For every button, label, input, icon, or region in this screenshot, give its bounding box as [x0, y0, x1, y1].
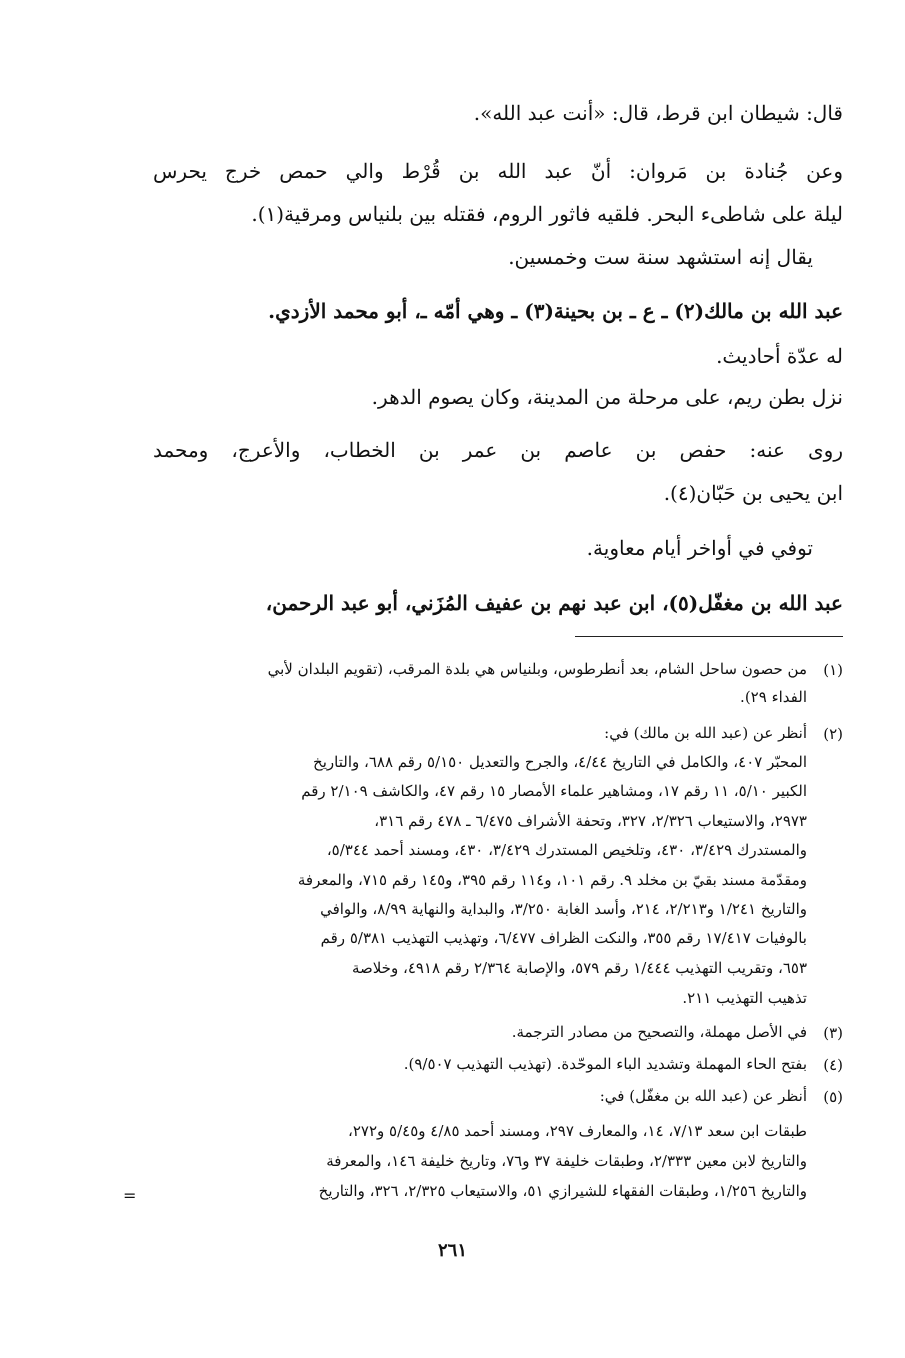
footnote-line: طبقات ابن سعد ٧/١٣، ١٤، والمعارف ٢٩٧، ومسند أحمد ٤/٨٥ و٥/٤٥ و٢٧٢، — [348, 1122, 807, 1140]
footnote-number: (٢) — [823, 725, 843, 743]
footnote-line: الفداء ٢٩). — [740, 688, 807, 706]
text-line: قال: شيطان ابن قرط، قال: «أنت عبد الله». — [473, 101, 843, 125]
footnote-line: والتاريخ ١/٢٤١ و٢/٢١٣، ٢١٤، وأسد الغابة ٣/٢٥٠، والبداية والنهاية ٨/٩٩، والوافي — [320, 900, 807, 918]
text-line: عبد الله بن مغفّل(٥)، ابن عبد نهم بن عفيف المُزَني، أبو عبد الرحمن، — [265, 591, 843, 615]
footnote-line: من حصون ساحل الشام، بعد أنطرطوس، وبلنياس هي بلدة المرقب، (تقويم البلدان لأبي — [267, 660, 807, 678]
footnote-separator — [575, 636, 843, 637]
footnote-number: (٣) — [823, 1024, 843, 1042]
footnote-number: (١) — [823, 661, 843, 679]
footnote-line: ٦٥٣، وتقريب التهذيب ١/٤٤٤ رقم ٥٧٩، والإصابة ٢/٣٦٤ رقم ٤٩١٨، وخلاصة — [351, 959, 807, 977]
footnote-number: (٥) — [823, 1088, 843, 1106]
text-line: توفي في أواخر أيام معاوية. — [586, 536, 813, 560]
text-line: عبد الله بن مالك(٢) ـ ع ـ بن بحينة(٣) ـ وهي أمّه ـ، أبو محمد الأزدي. — [268, 299, 843, 323]
footnote-line: في الأصل مهملة، والتصحيح من مصادر الترجمة. — [511, 1023, 807, 1041]
footnote-line: المحبّر ٤٠٧، والكامل في التاريخ ٤/٤٤، والجرح والتعديل ٥/١٥٠ رقم ٦٨٨، والتاريخ — [313, 753, 807, 771]
footnote-line: أنظر عن (عبد الله بن مالك) في: — [604, 724, 807, 742]
text-line: يقال إنه استشهد سنة ست وخمسين. — [508, 245, 813, 269]
footnote-line: بالوفيات ١٧/٤١٧ رقم ٣٥٥، والنكت الظراف ٦/٤٧٧، وتهذيب التهذيب ٥/٣٨١ رقم — [320, 929, 807, 947]
text-line: وعن جُنادة بن مَروان: أنّ عبد الله بن قُرْط والي حمص خرج يحرس — [153, 159, 843, 183]
continuation-mark: = — [123, 1186, 137, 1205]
text-line: نزل بطن ريم، على مرحلة من المدينة، وكان يصوم الدهر. — [371, 385, 843, 409]
text-line: ابن يحيى بن حَبّان(٤). — [663, 481, 843, 505]
footnote-number: (٤) — [823, 1056, 843, 1074]
text-line: روى عنه: حفص بن عاصم بن عمر بن الخطاب، والأعرج، ومحمد — [153, 438, 843, 462]
footnote-line: أنظر عن (عبد الله بن مغفّل) في: — [599, 1087, 807, 1105]
footnote-line: ٢٩٧٣، والاستيعاب ٢/٣٢٦، ٣٢٧، وتحفة الأشراف ٦/٤٧٥ ـ ٤٧٨ رقم ٣١٦، — [374, 812, 807, 830]
footnote-line: تذهيب التهذيب ٢١١. — [682, 989, 807, 1007]
footnote-line: بفتح الحاء المهملة وتشديد الباء الموحّدة. (تهذيب التهذيب ٩/٥٠٧). — [403, 1055, 807, 1073]
footnote-line: ومقدّمة مسند بقيّ بن مخلد ٩. رقم ١٠١، و١١٤ رقم ٣٩٥، و١٤٥ رقم ٧١٥، والمعرفة — [297, 871, 807, 889]
text-line: ليلة على شاطىء البحر. فلقيه فاثور الروم، فقتله بين بلنياس ومرقية(١). — [251, 202, 843, 226]
footnote-line: والتاريخ ١/٢٥٦، وطبقات الفقهاء للشيرازي ٥١، والاستيعاب ٢/٣٢٥، ٣٢٦، والتاريخ — [318, 1182, 807, 1200]
page-number: ٢٦١ — [437, 1240, 467, 1261]
text-line: له عدّة أحاديث. — [716, 344, 843, 368]
footnote-line: الكبير ٥/١٠، ١١ رقم ١٧، ومشاهير علماء الأمصار ١٥ رقم ٤٧، والكاشف ٢/١٠٩ رقم — [301, 782, 807, 800]
footnote-line: والمستدرك ٣/٤٢٩، ٤٣٠، وتلخيص المستدرك ٣/٤٢٩، ٤٣٠، ومسند أحمد ٥/٣٤٤، — [326, 841, 807, 859]
footnote-line: والتاريخ لابن معين ٢/٣٣٣، وطبقات خليفة ٣٧ و٧٦، وتاريخ خليفة ١٤٦، والمعرفة — [326, 1152, 807, 1170]
